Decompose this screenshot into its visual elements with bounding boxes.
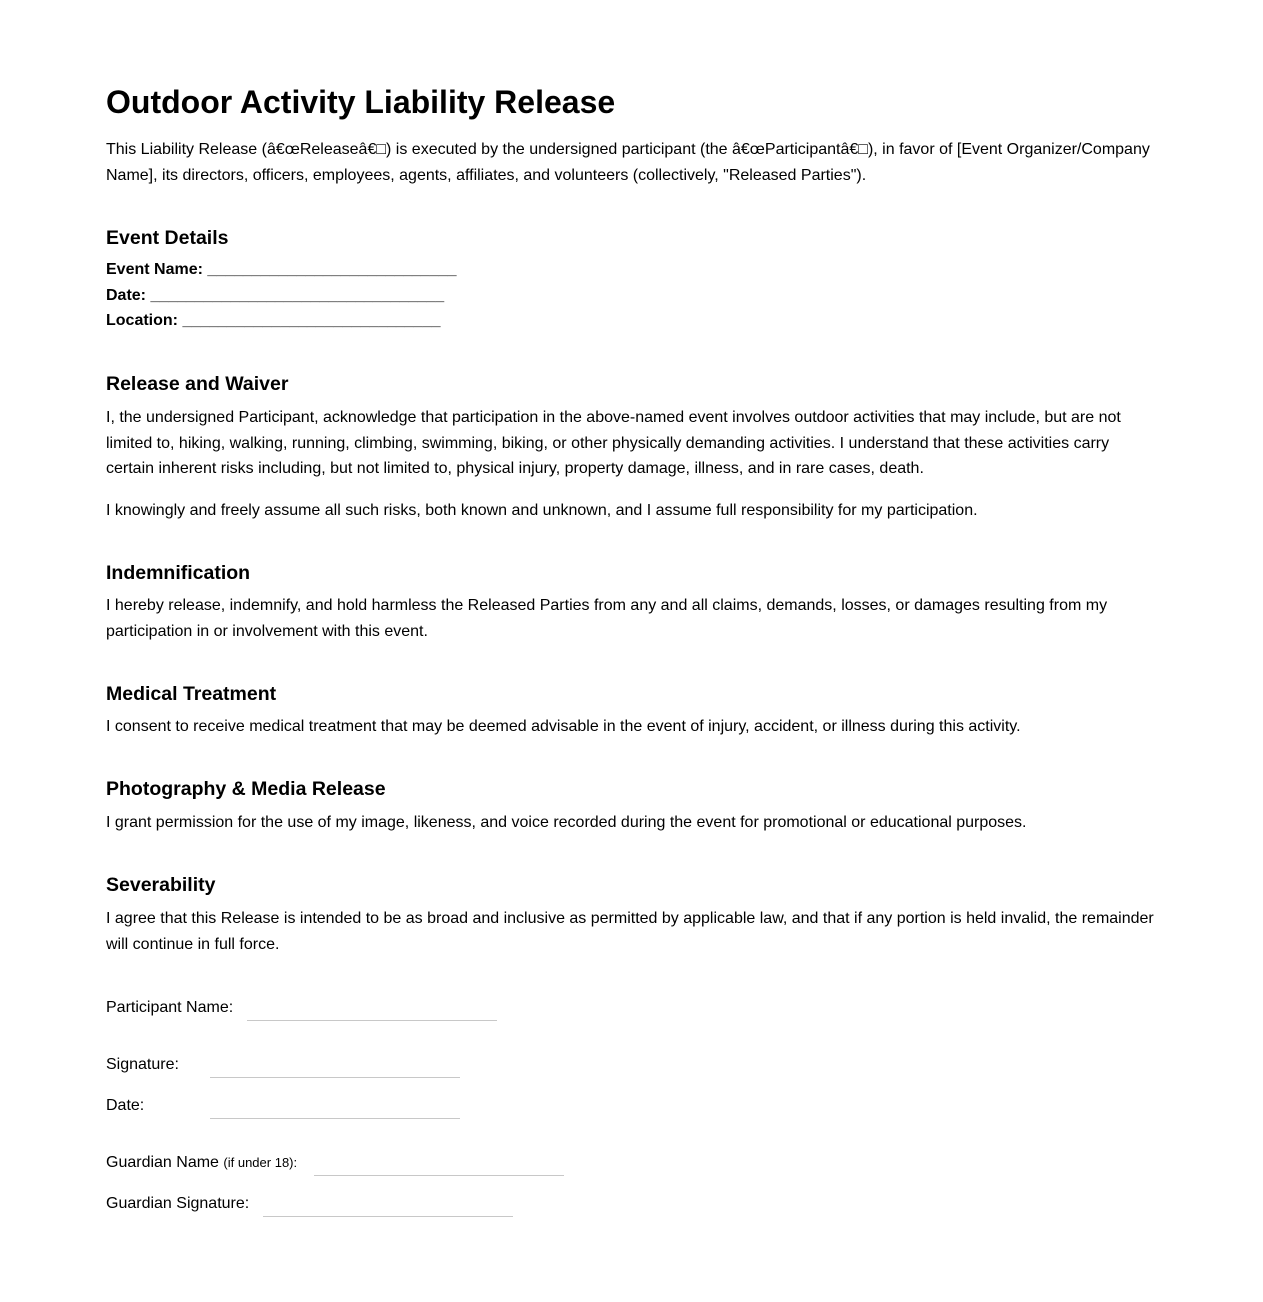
signature-date-line[interactable] xyxy=(210,1118,460,1119)
severability-heading: Severability xyxy=(106,874,216,896)
guardian-signature-label: Guardian Signature: xyxy=(106,1195,250,1212)
participant-name-label: Participant Name: xyxy=(106,999,234,1016)
event-date-field: Date: _________________________________ xyxy=(106,287,445,304)
intro-paragraph: This Liability Release (â€œReleaseâ€□) is executed by the undersigned participant (the â€œParticipantâ€□), in favor of [Event Organizer/Company Name], its directors, officers, employees, agents, affiliates, and volunteers (collectively, "Released Parties"). xyxy=(106,141,1150,184)
indemnification-heading: Indemnification xyxy=(106,562,251,584)
document-title: Outdoor Activity Liability Release xyxy=(106,84,616,120)
medical-treatment-paragraph: I consent to receive medical treatment that may be deemed advisable in the event of injury, accident, or illness during this activity. xyxy=(106,718,1021,735)
guardian-name-text: Guardian Name xyxy=(106,1154,219,1171)
signature-line[interactable] xyxy=(210,1077,460,1078)
event-details-heading: Event Details xyxy=(106,227,229,249)
guardian-name-note: (if under 18): xyxy=(223,1155,298,1170)
medical-treatment-heading: Medical Treatment xyxy=(106,683,277,705)
severability-paragraph: I agree that this Release is intended to be as broad and inclusive as permitted by applicable law, and that if any portion is held invalid, the remainder will continue in full force. xyxy=(106,910,1154,953)
photography-paragraph: I grant permission for the use of my image, likeness, and voice recorded during the event for promotional or educational purposes. xyxy=(106,814,1027,831)
event-name-field: Event Name: ____________________________ xyxy=(106,261,457,278)
signature-label: Signature: xyxy=(106,1056,179,1073)
release-waiver-paragraph-1: I, the undersigned Participant, acknowledge that participation in the above-named event involves outdoor activities that may include, but are not limited to, hiking, walking, running, climbing, swimming, biking, or other physically demanding activities. I understand that these activities carry certain inherent risks including, but not limited to, physical injury, property damage, illness, and in rare cases, death. xyxy=(106,409,1121,477)
indemnification-paragraph: I hereby release, indemnify, and hold harmless the Released Parties from any and all claims, demands, losses, or damages resulting from my participation in or involvement with this event. xyxy=(106,597,1108,640)
guardian-name-label xyxy=(106,1153,297,1173)
participant-name-line[interactable] xyxy=(247,1020,497,1021)
signature-date-label: Date: xyxy=(106,1097,145,1114)
guardian-signature-line[interactable] xyxy=(263,1216,513,1217)
photography-heading: Photography & Media Release xyxy=(106,778,386,800)
release-waiver-heading: Release and Waiver xyxy=(106,373,289,395)
guardian-name-line[interactable] xyxy=(314,1175,564,1176)
event-location-field: Location: _____________________________ xyxy=(106,312,441,329)
release-waiver-paragraph-2: I knowingly and freely assume all such risks, both known and unknown, and I assume full responsibility for my participation. xyxy=(106,502,978,519)
